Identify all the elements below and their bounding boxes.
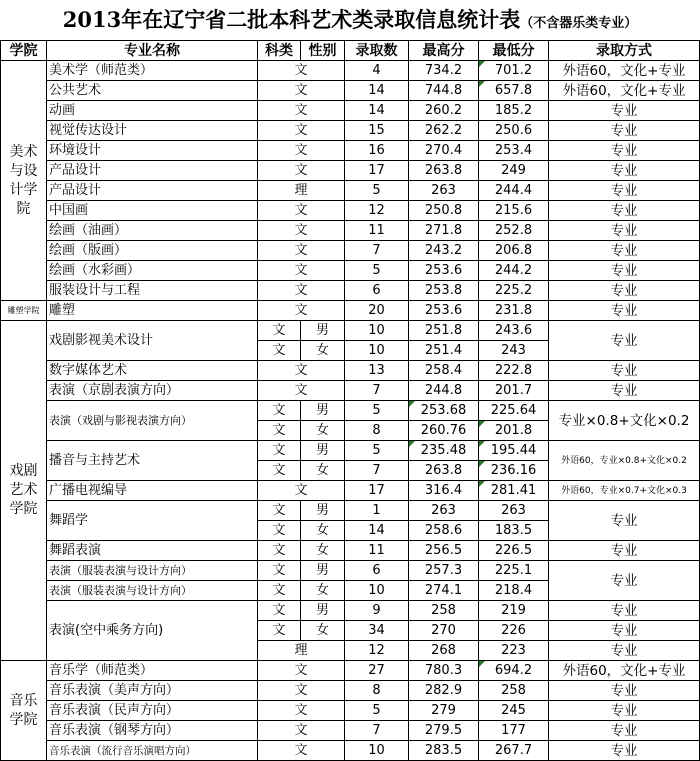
subject-type: 文: [258, 561, 301, 581]
min-score: 244.4: [479, 181, 549, 201]
college-cell: 戏剧艺术学院: [1, 321, 47, 661]
table-row: [1, 101, 700, 121]
subject-type: 文: [258, 141, 345, 161]
major-name: 表演（服装表演与设计方向）: [47, 561, 258, 581]
min-score: 250.6: [479, 121, 549, 141]
college-cell: 雕塑学院: [1, 301, 47, 321]
gender: 男: [301, 401, 345, 421]
admit-count: 1: [345, 501, 409, 521]
admit-method: 专业: [549, 641, 700, 661]
major-name: 服装设计与工程: [47, 281, 258, 301]
header-major: 专业名称: [47, 41, 258, 61]
admit-method: 专业: [549, 221, 700, 241]
max-score: 263: [409, 501, 479, 521]
major-name: 舞蹈表演: [47, 541, 258, 561]
table-row: [1, 201, 700, 221]
major-name: 音乐学（师范类）: [47, 661, 258, 681]
header-count: 录取数: [345, 41, 409, 61]
major-name: 绘画（版画）: [47, 241, 258, 261]
min-score: 226.5: [479, 541, 549, 561]
max-score: 270.4: [409, 141, 479, 161]
max-score: 260.2: [409, 101, 479, 121]
subject-type: 理: [258, 641, 345, 661]
table-row: [1, 561, 700, 581]
header-max: 最高分: [409, 41, 479, 61]
max-score: 279: [409, 701, 479, 721]
admit-method: 专业: [549, 701, 700, 721]
admit-count: 8: [345, 681, 409, 701]
admit-count: 12: [345, 641, 409, 661]
admit-method: 专业: [549, 141, 700, 161]
header-min: 最低分: [479, 41, 549, 61]
major-name: 广播电视编导: [47, 481, 258, 501]
max-score: 263: [409, 181, 479, 201]
max-score: 282.9: [409, 681, 479, 701]
max-score: 235.48: [409, 441, 479, 461]
major-name: 产品设计: [47, 181, 258, 201]
table-row: [1, 221, 700, 241]
admit-count: 7: [345, 241, 409, 261]
admit-method: 专业: [549, 561, 700, 601]
min-score: 226: [479, 621, 549, 641]
subject-type: 文: [258, 201, 345, 221]
admit-method: 专业: [549, 541, 700, 561]
gender: 男: [301, 501, 345, 521]
admit-count: 14: [345, 81, 409, 101]
major-name: 视觉传达设计: [47, 121, 258, 141]
admit-count: 5: [345, 701, 409, 721]
max-score: 316.4: [409, 481, 479, 501]
min-score: 195.44: [479, 441, 549, 461]
table-row: [1, 501, 700, 521]
major-name: 音乐表演（美声方向）: [47, 681, 258, 701]
subject-type: 文: [258, 721, 345, 741]
min-score: 218.4: [479, 581, 549, 601]
max-score: 250.8: [409, 201, 479, 221]
admit-count: 10: [345, 581, 409, 601]
major-name: 表演(空中乘务方向): [47, 601, 258, 661]
major-name: 舞蹈学: [47, 501, 258, 541]
max-score: 258.4: [409, 361, 479, 381]
header-method: 录取方式: [549, 41, 700, 61]
min-score: 225.2: [479, 281, 549, 301]
min-score: 185.2: [479, 101, 549, 121]
admission-table: [0, 40, 700, 761]
major-name: 公共艺术: [47, 81, 258, 101]
min-score: 223: [479, 641, 549, 661]
table-row: [1, 181, 700, 201]
major-name: 动画: [47, 101, 258, 121]
title-subtitle: （不含器乐类专业）: [520, 16, 638, 31]
subject-type: 文: [258, 221, 345, 241]
min-score: 263: [479, 501, 549, 521]
min-score: 258: [479, 681, 549, 701]
subject-type: 文: [258, 261, 345, 281]
admit-method: 专业: [549, 501, 700, 541]
admit-method: 外语60，文化+专业: [549, 661, 700, 681]
subject-type: 文: [258, 121, 345, 141]
gender: 女: [301, 581, 345, 601]
major-name: 绘画（水彩画）: [47, 261, 258, 281]
admit-count: 17: [345, 481, 409, 501]
min-score: 249: [479, 161, 549, 181]
max-score: 279.5: [409, 721, 479, 741]
table-row: [1, 141, 700, 161]
admit-count: 14: [345, 521, 409, 541]
major-name: 音乐表演（钢琴方向）: [47, 721, 258, 741]
table-row: [1, 281, 700, 301]
admit-method: 专业: [549, 621, 700, 641]
admit-count: 5: [345, 401, 409, 421]
subject-type: 文: [258, 481, 345, 501]
major-name: 表演（京剧表演方向）: [47, 381, 258, 401]
min-score: 206.8: [479, 241, 549, 261]
admit-method: 专业: [549, 601, 700, 621]
max-score: 253.6: [409, 261, 479, 281]
table-row: [1, 161, 700, 181]
subject-type: 文: [258, 301, 345, 321]
min-score: 231.8: [479, 301, 549, 321]
min-score: 201.8: [479, 421, 549, 441]
min-score: 215.6: [479, 201, 549, 221]
subject-type: 文: [258, 681, 345, 701]
table-row: [1, 441, 700, 461]
major-name: 雕塑: [47, 301, 258, 321]
admit-method: 专业: [549, 261, 700, 281]
admit-method: 专业: [549, 361, 700, 381]
table-row: [1, 681, 700, 701]
max-score: 260.76: [409, 421, 479, 441]
table-row: [1, 381, 700, 401]
table-row: [1, 401, 700, 421]
min-score: 253.4: [479, 141, 549, 161]
max-score: 780.3: [409, 661, 479, 681]
admit-count: 27: [345, 661, 409, 681]
gender: 男: [301, 601, 345, 621]
admit-count: 20: [345, 301, 409, 321]
major-name: 播音与主持艺术: [47, 441, 258, 481]
table-row: [1, 301, 700, 321]
max-score: 744.8: [409, 81, 479, 101]
subject-type: 文: [258, 61, 345, 81]
table-row: [1, 121, 700, 141]
major-name: 环境设计: [47, 141, 258, 161]
admit-method: 专业: [549, 681, 700, 701]
max-score: 258: [409, 601, 479, 621]
subject-type: 文: [258, 241, 345, 261]
admit-method: 专业: [549, 301, 700, 321]
max-score: 258.6: [409, 521, 479, 541]
subject-type: 文: [258, 441, 301, 461]
admit-method: 专业: [549, 381, 700, 401]
max-score: 253.68: [409, 401, 479, 421]
table-row: [1, 81, 700, 101]
admit-count: 10: [345, 321, 409, 341]
max-score: 263.8: [409, 161, 479, 181]
min-score: 177: [479, 721, 549, 741]
min-score: 701.2: [479, 61, 549, 81]
max-score: 263.8: [409, 461, 479, 481]
table-row: [1, 541, 700, 561]
max-score: 268: [409, 641, 479, 661]
admit-count: 7: [345, 381, 409, 401]
subject-type: 文: [258, 741, 345, 761]
table-row: [1, 261, 700, 281]
max-score: 734.2: [409, 61, 479, 81]
admit-count: 14: [345, 101, 409, 121]
admit-method: 专业: [549, 101, 700, 121]
gender: 女: [301, 541, 345, 561]
admit-method: 专业: [549, 181, 700, 201]
min-score: 236.16: [479, 461, 549, 481]
max-score: 243.2: [409, 241, 479, 261]
admit-method: 专业: [549, 721, 700, 741]
admit-method: 专业×0.8+文化×0.2: [549, 401, 700, 441]
subject-type: 文: [258, 161, 345, 181]
gender: 男: [301, 441, 345, 461]
gender: 女: [301, 621, 345, 641]
header-row: [1, 41, 700, 61]
table-row: [1, 481, 700, 501]
admit-count: 5: [345, 261, 409, 281]
max-score: 271.8: [409, 221, 479, 241]
table-row: [1, 721, 700, 741]
admit-method: 专业: [549, 121, 700, 141]
max-score: 244.8: [409, 381, 479, 401]
subject-type: 文: [258, 581, 301, 601]
admit-count: 5: [345, 181, 409, 201]
admit-method: 专业: [549, 281, 700, 301]
college-cell: 美术与设计学院: [1, 61, 47, 301]
admit-count: 4: [345, 61, 409, 81]
subject-type: 文: [258, 521, 301, 541]
max-score: 251.4: [409, 341, 479, 361]
admit-method: 专业: [549, 241, 700, 261]
subject-type: 文: [258, 381, 345, 401]
admit-count: 6: [345, 561, 409, 581]
header-type: 科类: [258, 41, 301, 61]
major-name: 美术学（师范类）: [47, 61, 258, 81]
gender: 女: [301, 521, 345, 541]
subject-type: 文: [258, 101, 345, 121]
max-score: 257.3: [409, 561, 479, 581]
admit-count: 11: [345, 541, 409, 561]
admit-count: 17: [345, 161, 409, 181]
admit-method: 专业: [549, 321, 700, 361]
major-name: 表演（戏剧与影视表演方向）: [47, 401, 258, 441]
gender: 男: [301, 321, 345, 341]
min-score: 222.8: [479, 361, 549, 381]
subject-type: 文: [258, 341, 301, 361]
admit-count: 12: [345, 201, 409, 221]
admit-method: 外语60，文化+专业: [549, 81, 700, 101]
major-name: 戏剧影视美术设计: [47, 321, 258, 361]
gender: 女: [301, 341, 345, 361]
table-row: [1, 241, 700, 261]
max-score: 262.2: [409, 121, 479, 141]
subject-type: 文: [258, 541, 301, 561]
page-title: [0, 0, 700, 40]
admit-method: 外语60，专业×0.8+文化×0.2: [549, 441, 700, 481]
major-name: 中国画: [47, 201, 258, 221]
admit-method: 外语60，专业×0.7+文化×0.3: [549, 481, 700, 501]
admit-count: 8: [345, 421, 409, 441]
major-name: 绘画（油画）: [47, 221, 258, 241]
min-score: 219: [479, 601, 549, 621]
subject-type: 文: [258, 461, 301, 481]
major-name: 产品设计: [47, 161, 258, 181]
table-row: [1, 321, 700, 341]
gender: 女: [301, 461, 345, 481]
header-gender: 性别: [301, 41, 345, 61]
max-score: 256.5: [409, 541, 479, 561]
admit-count: 7: [345, 461, 409, 481]
subject-type: 文: [258, 361, 345, 381]
max-score: 274.1: [409, 581, 479, 601]
admit-count: 11: [345, 221, 409, 241]
admit-count: 16: [345, 141, 409, 161]
admit-count: 9: [345, 601, 409, 621]
major-name: 音乐表演（流行音乐演唱方向）: [47, 741, 258, 761]
max-score: 270: [409, 621, 479, 641]
min-score: 201.7: [479, 381, 549, 401]
subject-type: 理: [258, 181, 345, 201]
table-row: [1, 661, 700, 681]
subject-type: 文: [258, 621, 301, 641]
min-score: 244.2: [479, 261, 549, 281]
admit-count: 10: [345, 741, 409, 761]
college-cell: 音乐学院: [1, 661, 47, 761]
admit-count: 13: [345, 361, 409, 381]
admit-method: 专业: [549, 161, 700, 181]
table-row: [1, 701, 700, 721]
title-main: 2013年在辽宁省二批本科艺术类录取信息统计表: [62, 7, 521, 32]
max-score: 253.8: [409, 281, 479, 301]
min-score: 267.7: [479, 741, 549, 761]
min-score: 243: [479, 341, 549, 361]
max-score: 251.8: [409, 321, 479, 341]
major-name: 音乐表演（民声方向）: [47, 701, 258, 721]
min-score: 245: [479, 701, 549, 721]
subject-type: 文: [258, 321, 301, 341]
admit-method: 专业: [549, 741, 700, 761]
min-score: 225.1: [479, 561, 549, 581]
admit-count: 34: [345, 621, 409, 641]
min-score: 252.8: [479, 221, 549, 241]
admit-count: 15: [345, 121, 409, 141]
admit-count: 6: [345, 281, 409, 301]
admit-count: 7: [345, 721, 409, 741]
min-score: 694.2: [479, 661, 549, 681]
min-score: 243.6: [479, 321, 549, 341]
max-score: 253.6: [409, 301, 479, 321]
subject-type: 文: [258, 501, 301, 521]
table-row: [1, 61, 700, 81]
major-name: 表演（服装表演与设计方向）: [47, 581, 258, 601]
subject-type: 文: [258, 401, 301, 421]
admit-method: 专业: [549, 201, 700, 221]
header-college: 学院: [1, 41, 47, 61]
admit-count: 10: [345, 341, 409, 361]
admit-count: 5: [345, 441, 409, 461]
subject-type: 文: [258, 281, 345, 301]
min-score: 225.64: [479, 401, 549, 421]
table-row: [1, 741, 700, 761]
min-score: 183.5: [479, 521, 549, 541]
table-row: [1, 361, 700, 381]
min-score: 657.8: [479, 81, 549, 101]
subject-type: 文: [258, 601, 301, 621]
subject-type: 文: [258, 661, 345, 681]
max-score: 283.5: [409, 741, 479, 761]
admit-method: 外语60，文化+专业: [549, 61, 700, 81]
subject-type: 文: [258, 81, 345, 101]
min-score: 281.41: [479, 481, 549, 501]
gender: 女: [301, 421, 345, 441]
subject-type: 文: [258, 421, 301, 441]
subject-type: 文: [258, 701, 345, 721]
major-name: 数字媒体艺术: [47, 361, 258, 381]
table-row: [1, 601, 700, 621]
gender: 男: [301, 561, 345, 581]
